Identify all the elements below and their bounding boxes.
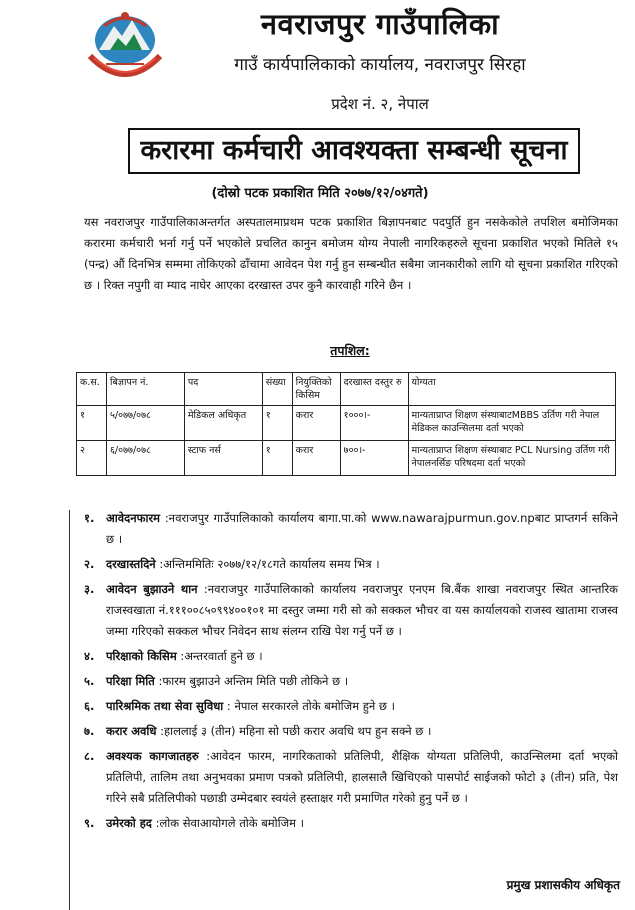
intro-paragraph: यस नवराजपुर गाउँपालिकाअन्तर्गत अस्पतालमाप्रथम पटक प्रकाशित बिज्ञापनबाट पदपुर्ति हुन नसकेकोले तपशिल बमोजिमका करारमा कर्मचारी भर्ना गर्नु पर्ने भएकोले प्रचलित कानुन बमोजम योग्य नेपाली नागरिकहरुले सूचना प्रकाशित भएको मितिले १५ (पन्द्र) औं दिनभित्र सम्ममा तोकिएको ढाँचामा आवेदन पेश गर्नु हुन सम्बन्धीत सबैमा जानकारीको लागि यो सूचना प्रकाशित गरिएको छ । रिक्त नपुगी वा म्याद नाघेर आएका दरखास्त उपर कुनै कारवाही गरिने छैन ।	[84, 215, 618, 292]
item-label: अवश्यक कागजातहरु	[106, 749, 199, 763]
item-number: ८.	[84, 749, 95, 763]
item-text: :फारम बुझाउने अन्तिम मिति पछी तोकिने छ ।	[158, 674, 349, 688]
item-text: :नवराजपुर गाउँपालिकाको कार्यालय बागा.पा.को www.nawarajpurmun.gov.npबाट प्राप्तगर्न सकिने छ ।	[106, 511, 618, 546]
cell-ad-no: ५/०७७/०७८	[106, 406, 184, 441]
item-label: आवेदनफारम	[106, 511, 161, 525]
cell-appointment-type: करार	[292, 441, 340, 476]
item-text: :आवेदन फारम, नागरिकताको प्रतिलिपी, शैक्षिक योग्यता प्रतिलिपी, काउन्सिलमा दर्ता भएको प्रतिलिपी, तालिम तथा अनुभवका प्रमाण पत्रको प्रतिलिपी, हालसालै खिचिएको पासपोर्ट साईजको फोटो ३ (तीन) प्रति, पेश गरिने सबै प्रतिलिपीको पछाडी उम्मेदबार स्वयंले हस्ताक्षर गरी प्रमाणित गरेको हुनु पर्ने छ ।	[106, 749, 619, 805]
col-header-post: पद	[184, 373, 262, 406]
item-text: :अन्तिममितिः २०७७/१२/१८गते कार्यालय समय भित्र ।	[159, 557, 380, 571]
col-header-qualification: योग्यता	[408, 373, 616, 406]
item-number: ३.	[84, 582, 95, 596]
signatory: प्रमुख प्रशासकीय अधिकृत	[506, 878, 620, 892]
cell-count: १	[262, 441, 292, 476]
cell-fee: १०००।-	[340, 406, 408, 441]
col-header-ad-no: बिज्ञापन नं.	[106, 373, 184, 406]
list-item	[84, 671, 618, 692]
cell-fee: ७००।-	[340, 441, 408, 476]
office-name: गाउँ कार्यपालिकाको कार्यालय, नवराजपुर सिरहा	[234, 55, 526, 75]
details-heading: तपशिल:	[330, 343, 370, 358]
item-label: करार अवधि	[106, 724, 157, 738]
item-number: १.	[84, 511, 95, 525]
cell-post: मेडिकल अधिकृत	[184, 406, 262, 441]
cell-serial: २	[77, 441, 107, 476]
item-label: परिक्षाको किसिम	[106, 649, 177, 663]
col-header-count: संख्या	[262, 373, 292, 406]
table-row	[77, 441, 616, 476]
cell-ad-no: ६/०७७/०७८	[106, 441, 184, 476]
notice-title: करारमा कर्मचारी आवश्यक्ता सम्बन्धी सूचना	[128, 128, 580, 174]
table-header-row	[77, 373, 616, 406]
cell-qualification: मान्यताप्राप्त शिक्षण संस्थाबाटMBBS उर्तिण गरी नेपाल मेडिकल काउन्सिलमा दर्ता भएको	[408, 406, 616, 441]
table-row	[77, 406, 616, 441]
item-number: ६.	[84, 699, 95, 713]
item-label: दरखास्तदिने	[106, 557, 156, 571]
cell-serial: १	[77, 406, 107, 441]
org-name: नवराजपुर गाउँपालिका	[260, 7, 500, 41]
item-number: ९.	[84, 816, 95, 830]
item-text: :नवराजपुर गाउँपालिकाको कार्यालय नवराजपुर एनएम बि.बैंक शाखा नवराजपुर स्थित आन्तरिक राजस्वखाता नं.१११००८५०९९४००१०१ मा दस्तुर जम्मा गरी सो को सक्कल भौचर वा यस कार्यालयको राजस्व खातामा राजस्व जम्मा गरिएको सक्कल भौचर निवेदन साथ संलग्न राखि पेश गर्नु पर्ने छ ।	[106, 582, 619, 638]
item-number: २.	[84, 557, 95, 571]
list-item	[84, 554, 618, 575]
cell-appointment-type: करार	[292, 406, 340, 441]
list-item	[84, 721, 618, 742]
list-item	[84, 696, 618, 717]
col-header-appointment-type: नियुक्तिको किसिम	[292, 373, 340, 406]
list-item	[84, 579, 618, 642]
item-label: आवेदन बुझाउने थान	[106, 582, 198, 596]
list-item	[84, 746, 618, 809]
province-line: प्रदेश नं. २, नेपाल	[331, 95, 429, 113]
list-item	[84, 508, 618, 550]
col-header-serial: क.स.	[77, 373, 107, 406]
cell-count: १	[262, 406, 292, 441]
list-item	[84, 813, 618, 834]
item-label: उमेरको हद	[106, 816, 152, 830]
item-number: ४.	[84, 649, 95, 663]
item-number: ७.	[84, 724, 95, 738]
item-text: :लोक सेवाआयोगले तोके बमोजिम ।	[155, 816, 305, 830]
conditions-list	[84, 508, 618, 838]
nepal-emblem-icon	[84, 6, 166, 82]
cell-qualification: मान्यताप्राप्त शिक्षण संस्थाबाट PCL Nursing उर्तिण गरी नेपालनर्सिङ परिषदमा दर्ता भएको	[408, 441, 616, 476]
item-text: :अन्तरवार्ता हुने छ ।	[180, 649, 263, 663]
item-number: ५.	[84, 674, 95, 688]
cell-post: स्टाफ नर्स	[184, 441, 262, 476]
vacancy-table	[76, 372, 616, 476]
notice-subtitle: (दोस्रो पटक प्रकाशित मिति २०७७/१२/०४गते)	[211, 186, 429, 201]
item-label: पारिश्रमिक तथा सेवा सुविधा	[106, 699, 224, 713]
item-label: परिक्षा मिति	[106, 674, 155, 688]
col-header-fee: दरखास्त दस्तुर रु	[340, 373, 408, 406]
item-text: : नेपाल सरकारले तोके बमोजिम हुने छ ।	[226, 699, 395, 713]
list-item	[84, 646, 618, 667]
margin-rule	[69, 510, 70, 910]
item-text: :हाललाई ३ (तीन) महिना सो पछी करार अवधि थप हुन सक्ने छ ।	[160, 724, 432, 738]
